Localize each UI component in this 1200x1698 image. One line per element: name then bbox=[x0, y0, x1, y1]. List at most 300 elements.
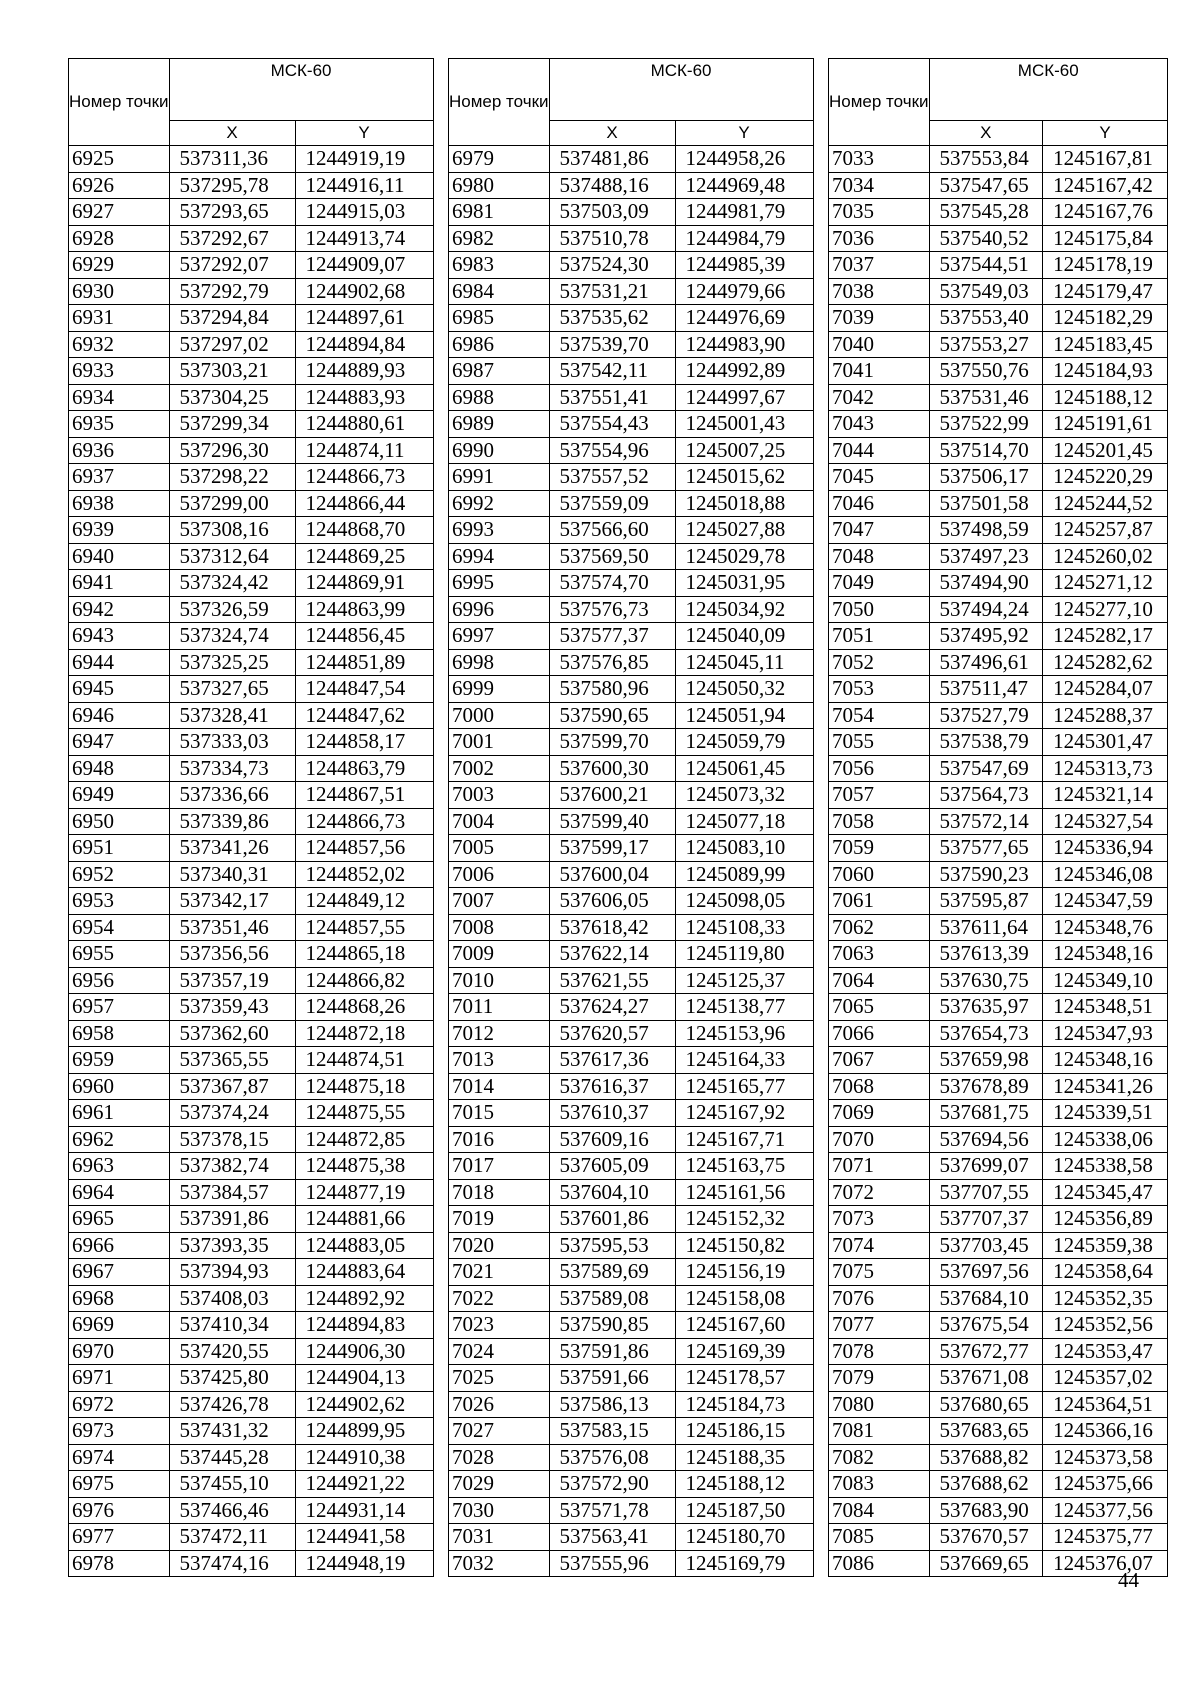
point-number: 6962 bbox=[69, 1126, 170, 1153]
x-value: 537547,69 bbox=[929, 755, 1043, 782]
y-value: 1244857,55 bbox=[295, 914, 433, 941]
coordinate-system-header: МСК-60 bbox=[929, 59, 1167, 121]
point-number: 6989 bbox=[449, 411, 550, 438]
coordinate-system-header: МСК-60 bbox=[169, 59, 433, 121]
x-value: 537426,78 bbox=[169, 1391, 295, 1418]
y-value: 1245364,51 bbox=[1043, 1391, 1168, 1418]
x-value: 537356,56 bbox=[169, 941, 295, 968]
x-value: 537680,65 bbox=[929, 1391, 1043, 1418]
x-value: 537555,96 bbox=[549, 1550, 675, 1577]
table-row bbox=[829, 437, 1168, 464]
table-row bbox=[69, 702, 434, 729]
table-row bbox=[829, 411, 1168, 438]
point-number: 7041 bbox=[829, 358, 930, 385]
x-value: 537365,55 bbox=[169, 1047, 295, 1074]
x-value: 537538,79 bbox=[929, 729, 1043, 756]
x-value: 537294,84 bbox=[169, 305, 295, 332]
point-number-header: Номер точки bbox=[829, 59, 930, 146]
y-value: 1244880,61 bbox=[295, 411, 433, 438]
y-value: 1245366,16 bbox=[1043, 1418, 1168, 1445]
point-number: 7010 bbox=[449, 967, 550, 994]
point-number: 6943 bbox=[69, 623, 170, 650]
coord-table-2 bbox=[448, 58, 814, 1577]
table-row bbox=[829, 755, 1168, 782]
table-row bbox=[829, 729, 1168, 756]
point-number: 6983 bbox=[449, 252, 550, 279]
y-value: 1245347,59 bbox=[1043, 888, 1168, 915]
table-row bbox=[69, 199, 434, 226]
x-value: 537609,16 bbox=[549, 1126, 675, 1153]
point-number: 7080 bbox=[829, 1391, 930, 1418]
x-value: 537610,37 bbox=[549, 1100, 675, 1127]
y-value: 1245001,43 bbox=[675, 411, 813, 438]
x-value: 537583,15 bbox=[549, 1418, 675, 1445]
x-value: 537431,32 bbox=[169, 1418, 295, 1445]
x-value: 537589,08 bbox=[549, 1285, 675, 1312]
x-value: 537600,21 bbox=[549, 782, 675, 809]
point-number: 6927 bbox=[69, 199, 170, 226]
y-value: 1244847,54 bbox=[295, 676, 433, 703]
point-number: 7057 bbox=[829, 782, 930, 809]
x-value: 537474,16 bbox=[169, 1550, 295, 1577]
x-value: 537340,31 bbox=[169, 861, 295, 888]
table-row bbox=[449, 1047, 814, 1074]
y-value: 1245184,73 bbox=[675, 1391, 813, 1418]
y-value: 1245356,89 bbox=[1043, 1206, 1168, 1233]
table-row bbox=[449, 967, 814, 994]
x-value: 537547,65 bbox=[929, 172, 1043, 199]
y-value: 1245050,32 bbox=[675, 676, 813, 703]
table-row bbox=[449, 888, 814, 915]
point-number: 6972 bbox=[69, 1391, 170, 1418]
table-row bbox=[449, 941, 814, 968]
point-number: 6941 bbox=[69, 570, 170, 597]
point-number: 6929 bbox=[69, 252, 170, 279]
point-number: 7012 bbox=[449, 1020, 550, 1047]
y-value: 1244948,19 bbox=[295, 1550, 433, 1577]
point-number: 6947 bbox=[69, 729, 170, 756]
x-value: 537557,52 bbox=[549, 464, 675, 491]
x-value: 537341,26 bbox=[169, 835, 295, 862]
point-number: 7031 bbox=[449, 1524, 550, 1551]
point-number: 7082 bbox=[829, 1444, 930, 1471]
y-value: 1245358,64 bbox=[1043, 1259, 1168, 1286]
point-number-header: Номер точки bbox=[449, 59, 550, 146]
y-value: 1245119,80 bbox=[675, 941, 813, 968]
y-value: 1245059,79 bbox=[675, 729, 813, 756]
x-value: 537576,85 bbox=[549, 649, 675, 676]
coordinate-tables bbox=[68, 58, 1168, 1575]
point-number: 6991 bbox=[449, 464, 550, 491]
y-value: 1244872,85 bbox=[295, 1126, 433, 1153]
point-number: 7014 bbox=[449, 1073, 550, 1100]
table-row bbox=[449, 1391, 814, 1418]
point-number: 7047 bbox=[829, 517, 930, 544]
x-value: 537503,09 bbox=[549, 199, 675, 226]
y-value: 1245188,12 bbox=[1043, 384, 1168, 411]
table-row bbox=[829, 835, 1168, 862]
point-number: 6964 bbox=[69, 1179, 170, 1206]
table-row bbox=[449, 1179, 814, 1206]
table-row bbox=[449, 861, 814, 888]
x-value: 537624,27 bbox=[549, 994, 675, 1021]
y-value: 1244902,62 bbox=[295, 1391, 433, 1418]
x-value: 537590,85 bbox=[549, 1312, 675, 1339]
y-value: 1245220,29 bbox=[1043, 464, 1168, 491]
y-value: 1244915,03 bbox=[295, 199, 433, 226]
y-value: 1244857,56 bbox=[295, 835, 433, 862]
table-row bbox=[829, 1179, 1168, 1206]
point-number: 7024 bbox=[449, 1338, 550, 1365]
table-row bbox=[69, 278, 434, 305]
table-row bbox=[829, 1391, 1168, 1418]
table-row bbox=[69, 596, 434, 623]
y-value: 1244869,25 bbox=[295, 543, 433, 570]
point-number: 6968 bbox=[69, 1285, 170, 1312]
y-value: 1244865,18 bbox=[295, 941, 433, 968]
x-value: 537304,25 bbox=[169, 384, 295, 411]
x-value: 537707,55 bbox=[929, 1179, 1043, 1206]
point-number: 6994 bbox=[449, 543, 550, 570]
y-value: 1245051,94 bbox=[675, 702, 813, 729]
table-row bbox=[449, 1524, 814, 1551]
x-value: 537577,37 bbox=[549, 623, 675, 650]
x-value: 537542,11 bbox=[549, 358, 675, 385]
y-value: 1245089,99 bbox=[675, 861, 813, 888]
x-value: 537550,76 bbox=[929, 358, 1043, 385]
point-number: 6938 bbox=[69, 490, 170, 517]
table-row bbox=[69, 570, 434, 597]
table-row bbox=[69, 517, 434, 544]
x-value: 537600,30 bbox=[549, 755, 675, 782]
table-row bbox=[829, 1259, 1168, 1286]
y-value: 1244875,38 bbox=[295, 1153, 433, 1180]
point-number: 6936 bbox=[69, 437, 170, 464]
table-row bbox=[69, 252, 434, 279]
table-row bbox=[449, 702, 814, 729]
y-value: 1244979,66 bbox=[675, 278, 813, 305]
point-number: 6931 bbox=[69, 305, 170, 332]
x-value: 537580,96 bbox=[549, 676, 675, 703]
y-value: 1244867,51 bbox=[295, 782, 433, 809]
point-number: 7004 bbox=[449, 808, 550, 835]
y-value: 1245352,35 bbox=[1043, 1285, 1168, 1312]
x-value: 537595,87 bbox=[929, 888, 1043, 915]
y-value: 1245345,47 bbox=[1043, 1179, 1168, 1206]
x-value: 537683,90 bbox=[929, 1497, 1043, 1524]
point-number: 7083 bbox=[829, 1471, 930, 1498]
table-row bbox=[449, 543, 814, 570]
y-value: 1245027,88 bbox=[675, 517, 813, 544]
point-number: 7009 bbox=[449, 941, 550, 968]
table-row bbox=[829, 676, 1168, 703]
x-value: 537697,56 bbox=[929, 1259, 1043, 1286]
table-row bbox=[449, 358, 814, 385]
y-value: 1245260,02 bbox=[1043, 543, 1168, 570]
point-number: 6965 bbox=[69, 1206, 170, 1233]
x-value: 537299,00 bbox=[169, 490, 295, 517]
x-value: 537336,66 bbox=[169, 782, 295, 809]
x-value: 537501,58 bbox=[929, 490, 1043, 517]
table-row bbox=[449, 1073, 814, 1100]
x-value: 537292,79 bbox=[169, 278, 295, 305]
x-value: 537466,46 bbox=[169, 1497, 295, 1524]
x-value: 537604,10 bbox=[549, 1179, 675, 1206]
y-value: 1245338,06 bbox=[1043, 1126, 1168, 1153]
point-number: 6984 bbox=[449, 278, 550, 305]
table-row bbox=[449, 623, 814, 650]
table-row bbox=[449, 1497, 814, 1524]
table-row bbox=[449, 252, 814, 279]
y-value: 1245187,50 bbox=[675, 1497, 813, 1524]
y-value: 1245348,51 bbox=[1043, 994, 1168, 1021]
x-value: 537620,57 bbox=[549, 1020, 675, 1047]
point-number: 6974 bbox=[69, 1444, 170, 1471]
x-value: 537539,70 bbox=[549, 331, 675, 358]
x-value: 537308,16 bbox=[169, 517, 295, 544]
coord-table-1 bbox=[68, 58, 434, 1577]
point-number: 7046 bbox=[829, 490, 930, 517]
x-value: 537374,24 bbox=[169, 1100, 295, 1127]
y-value: 1245341,26 bbox=[1043, 1073, 1168, 1100]
table-row bbox=[829, 967, 1168, 994]
table-row bbox=[69, 225, 434, 252]
y-value: 1244992,89 bbox=[675, 358, 813, 385]
x-value: 537292,67 bbox=[169, 225, 295, 252]
x-value: 537654,73 bbox=[929, 1020, 1043, 1047]
table-row bbox=[449, 782, 814, 809]
y-value: 1245167,60 bbox=[675, 1312, 813, 1339]
y-value: 1244866,82 bbox=[295, 967, 433, 994]
table-row bbox=[69, 543, 434, 570]
x-value: 537498,59 bbox=[929, 517, 1043, 544]
table-row bbox=[449, 1126, 814, 1153]
y-value: 1245349,10 bbox=[1043, 967, 1168, 994]
y-value: 1245375,77 bbox=[1043, 1524, 1168, 1551]
x-value: 537553,27 bbox=[929, 331, 1043, 358]
x-value: 537683,65 bbox=[929, 1418, 1043, 1445]
point-number: 6995 bbox=[449, 570, 550, 597]
table-row bbox=[449, 676, 814, 703]
y-value: 1244904,13 bbox=[295, 1365, 433, 1392]
y-value: 1245167,76 bbox=[1043, 199, 1168, 226]
y-value: 1245178,57 bbox=[675, 1365, 813, 1392]
y-value: 1244910,38 bbox=[295, 1444, 433, 1471]
point-number: 7050 bbox=[829, 596, 930, 623]
x-value: 537554,43 bbox=[549, 411, 675, 438]
x-value: 537678,89 bbox=[929, 1073, 1043, 1100]
y-value: 1244906,30 bbox=[295, 1338, 433, 1365]
y-value: 1245375,66 bbox=[1043, 1471, 1168, 1498]
point-number: 6978 bbox=[69, 1550, 170, 1577]
table-row bbox=[829, 331, 1168, 358]
point-number: 7085 bbox=[829, 1524, 930, 1551]
y-value: 1244856,45 bbox=[295, 623, 433, 650]
y-value: 1245138,77 bbox=[675, 994, 813, 1021]
y-value: 1245244,52 bbox=[1043, 490, 1168, 517]
point-number: 6952 bbox=[69, 861, 170, 888]
point-number: 6946 bbox=[69, 702, 170, 729]
table-row bbox=[449, 411, 814, 438]
table-row bbox=[829, 1206, 1168, 1233]
point-number: 7032 bbox=[449, 1550, 550, 1577]
table-row bbox=[449, 1471, 814, 1498]
x-value: 537595,53 bbox=[549, 1232, 675, 1259]
point-number: 7062 bbox=[829, 914, 930, 941]
y-value: 1244866,73 bbox=[295, 464, 433, 491]
table-row bbox=[69, 649, 434, 676]
table-row bbox=[449, 1100, 814, 1127]
y-value: 1245348,76 bbox=[1043, 914, 1168, 941]
x-value: 537601,86 bbox=[549, 1206, 675, 1233]
point-number: 6949 bbox=[69, 782, 170, 809]
point-number-header: Номер точки bbox=[69, 59, 170, 146]
point-number: 6996 bbox=[449, 596, 550, 623]
y-value: 1245164,33 bbox=[675, 1047, 813, 1074]
point-number: 7044 bbox=[829, 437, 930, 464]
x-value: 537659,98 bbox=[929, 1047, 1043, 1074]
x-value: 537455,10 bbox=[169, 1471, 295, 1498]
point-number: 7000 bbox=[449, 702, 550, 729]
x-value: 537566,60 bbox=[549, 517, 675, 544]
point-number: 7038 bbox=[829, 278, 930, 305]
x-value: 537681,75 bbox=[929, 1100, 1043, 1127]
y-value: 1245282,17 bbox=[1043, 623, 1168, 650]
x-value: 537481,86 bbox=[549, 146, 675, 173]
point-number: 6932 bbox=[69, 331, 170, 358]
point-number: 7053 bbox=[829, 676, 930, 703]
table-row bbox=[449, 1206, 814, 1233]
point-number: 7036 bbox=[829, 225, 930, 252]
point-number: 7006 bbox=[449, 861, 550, 888]
x-value: 537367,87 bbox=[169, 1073, 295, 1100]
x-value: 537569,50 bbox=[549, 543, 675, 570]
point-number: 6982 bbox=[449, 225, 550, 252]
y-value: 1245108,33 bbox=[675, 914, 813, 941]
y-value: 1244981,79 bbox=[675, 199, 813, 226]
x-value: 537325,25 bbox=[169, 649, 295, 676]
x-value: 537410,34 bbox=[169, 1312, 295, 1339]
table-row bbox=[829, 199, 1168, 226]
table-row bbox=[829, 1126, 1168, 1153]
y-value: 1245359,38 bbox=[1043, 1232, 1168, 1259]
x-value: 537675,54 bbox=[929, 1312, 1043, 1339]
y-value: 1244976,69 bbox=[675, 305, 813, 332]
table-row bbox=[69, 172, 434, 199]
x-value: 537494,90 bbox=[929, 570, 1043, 597]
point-number: 7048 bbox=[829, 543, 930, 570]
point-number: 6957 bbox=[69, 994, 170, 1021]
point-number: 6963 bbox=[69, 1153, 170, 1180]
table-row bbox=[829, 1444, 1168, 1471]
x-header: X bbox=[929, 120, 1043, 145]
table-row bbox=[829, 570, 1168, 597]
x-value: 537531,21 bbox=[549, 278, 675, 305]
table-row bbox=[829, 1073, 1168, 1100]
point-number: 7017 bbox=[449, 1153, 550, 1180]
table-row bbox=[449, 490, 814, 517]
table-row bbox=[449, 1365, 814, 1392]
point-number: 7027 bbox=[449, 1418, 550, 1445]
table-row bbox=[69, 914, 434, 941]
table-row bbox=[829, 1020, 1168, 1047]
table-row bbox=[69, 623, 434, 650]
y-value: 1245179,47 bbox=[1043, 278, 1168, 305]
point-number: 6999 bbox=[449, 676, 550, 703]
table-row bbox=[829, 596, 1168, 623]
y-value: 1245034,92 bbox=[675, 596, 813, 623]
y-value: 1245327,54 bbox=[1043, 808, 1168, 835]
y-value: 1245175,84 bbox=[1043, 225, 1168, 252]
point-number: 7035 bbox=[829, 199, 930, 226]
y-value: 1245180,70 bbox=[675, 1524, 813, 1551]
page-number: 44 bbox=[1118, 1568, 1139, 1592]
y-value: 1244868,70 bbox=[295, 517, 433, 544]
y-value: 1245098,05 bbox=[675, 888, 813, 915]
point-number: 7042 bbox=[829, 384, 930, 411]
x-value: 537408,03 bbox=[169, 1285, 295, 1312]
table-row bbox=[829, 358, 1168, 385]
y-value: 1245277,10 bbox=[1043, 596, 1168, 623]
table-row bbox=[449, 994, 814, 1021]
y-value: 1244894,84 bbox=[295, 331, 433, 358]
x-value: 537553,84 bbox=[929, 146, 1043, 173]
table-row bbox=[449, 835, 814, 862]
x-value: 537303,21 bbox=[169, 358, 295, 385]
x-value: 537549,03 bbox=[929, 278, 1043, 305]
y-value: 1245257,87 bbox=[1043, 517, 1168, 544]
y-header: Y bbox=[295, 120, 433, 145]
point-number: 7056 bbox=[829, 755, 930, 782]
y-value: 1245163,75 bbox=[675, 1153, 813, 1180]
point-number: 7028 bbox=[449, 1444, 550, 1471]
point-number: 6940 bbox=[69, 543, 170, 570]
x-value: 537296,30 bbox=[169, 437, 295, 464]
table-row bbox=[449, 464, 814, 491]
table-row bbox=[449, 808, 814, 835]
x-value: 537688,82 bbox=[929, 1444, 1043, 1471]
point-number: 6950 bbox=[69, 808, 170, 835]
table-row bbox=[69, 490, 434, 517]
x-value: 537684,10 bbox=[929, 1285, 1043, 1312]
table-row bbox=[69, 464, 434, 491]
table-row bbox=[829, 1365, 1168, 1392]
y-value: 1245373,58 bbox=[1043, 1444, 1168, 1471]
table-row bbox=[449, 649, 814, 676]
point-number: 6961 bbox=[69, 1100, 170, 1127]
x-value: 537311,36 bbox=[169, 146, 295, 173]
point-number: 7060 bbox=[829, 861, 930, 888]
table-row bbox=[69, 1232, 434, 1259]
y-value: 1244866,73 bbox=[295, 808, 433, 835]
y-value: 1244897,61 bbox=[295, 305, 433, 332]
y-value: 1245015,62 bbox=[675, 464, 813, 491]
x-value: 537497,23 bbox=[929, 543, 1043, 570]
table-row bbox=[829, 384, 1168, 411]
x-value: 537574,70 bbox=[549, 570, 675, 597]
x-value: 537342,17 bbox=[169, 888, 295, 915]
point-number: 6967 bbox=[69, 1259, 170, 1286]
x-value: 537324,42 bbox=[169, 570, 295, 597]
x-value: 537599,70 bbox=[549, 729, 675, 756]
y-value: 1245073,32 bbox=[675, 782, 813, 809]
table-row bbox=[69, 808, 434, 835]
table-row bbox=[69, 1338, 434, 1365]
point-number: 6955 bbox=[69, 941, 170, 968]
table-row bbox=[449, 755, 814, 782]
point-number: 6928 bbox=[69, 225, 170, 252]
y-value: 1244883,64 bbox=[295, 1259, 433, 1286]
